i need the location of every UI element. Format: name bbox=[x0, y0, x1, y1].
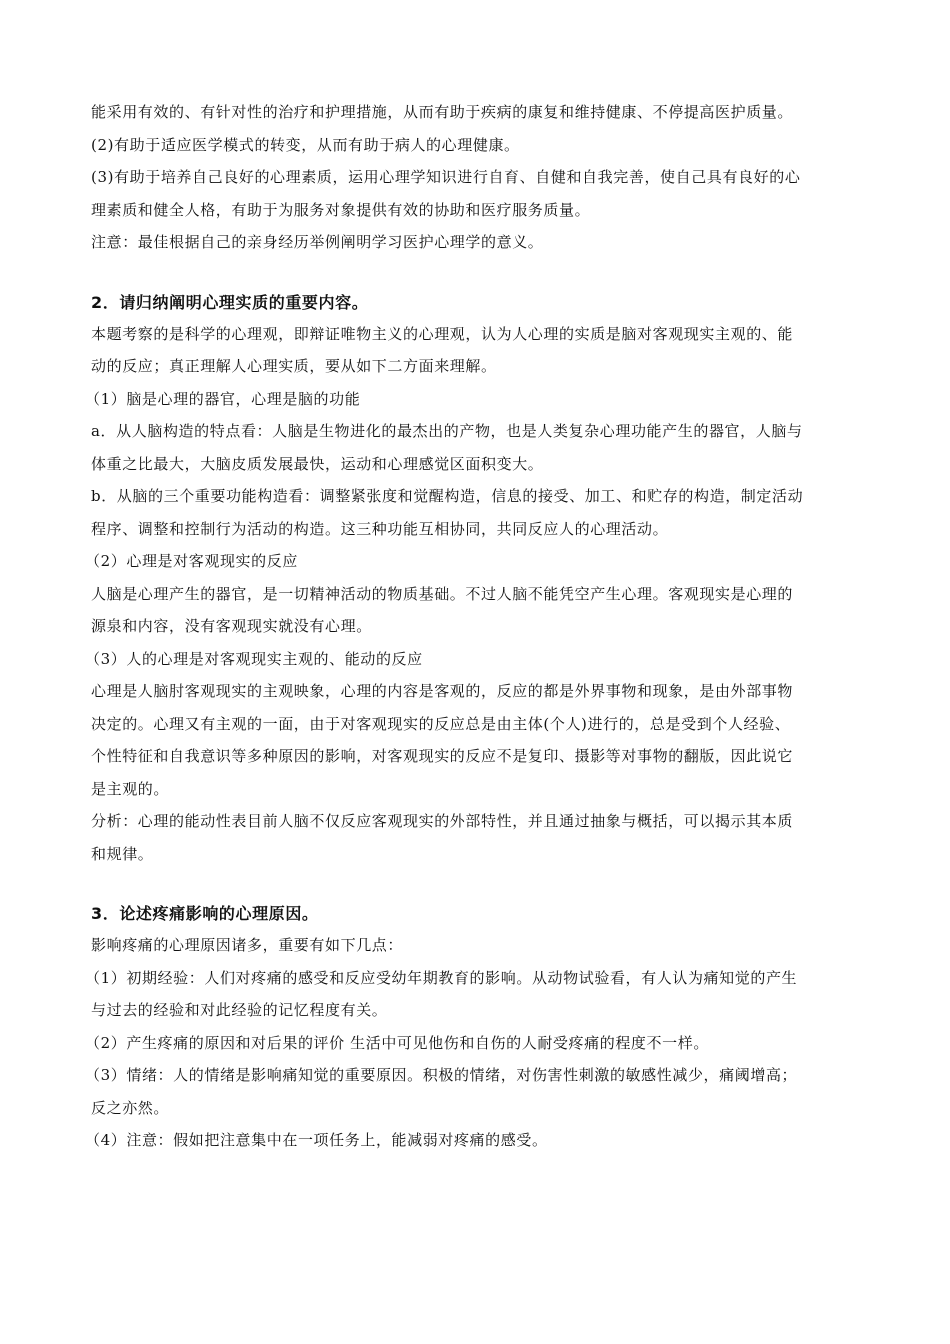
paragraph-line: 影响疼痛的心理原因诸多，重要有如下几点： bbox=[91, 936, 404, 954]
paragraph-line: 人脑是心理产生的器官，是一切精神活动的物质基础。不过人脑不能凭空产生心理。客观现实是心理的 bbox=[91, 584, 794, 603]
paragraph-line: 心理是人脑肘客观现实的主观映象，心理的内容是客观的，反应的都是外界事物和现象，是由外部事物 bbox=[91, 682, 794, 700]
section-gap bbox=[91, 870, 881, 899]
subheading-line: （1）脑是心理的器官，心理是脑的功能 bbox=[85, 389, 361, 408]
paragraph-line: 个性特征和自我意识等多种原因的影响，对客观现实的反应不是复印、摄影等对事物的翻版，因此说它 bbox=[91, 747, 794, 765]
section-heading: 3．论述疼痛影响的心理原因。 bbox=[91, 904, 319, 923]
note-line: 注意：最佳根据自己的亲身经历举例阐明学习医护心理学的意义。 bbox=[91, 233, 544, 251]
paragraph-line: 是主观的。 bbox=[91, 779, 170, 798]
paragraph-line: 和规律。 bbox=[91, 844, 154, 863]
paragraph-line: a．从人脑构造的特点看：人脑是生物进化的最杰出的产物，也是人类复杂心理功能产生的器官，人脑与 bbox=[91, 422, 803, 440]
paragraph-line: 体重之比最大，大脑皮质发展最快，运动和心理感觉区面积变大。 bbox=[91, 454, 544, 473]
paragraph-line: 动的反应；真正理解人心理实质，要从如下二方面来理解。 bbox=[91, 357, 497, 375]
section-3 bbox=[85, 899, 881, 1157]
list-item-line: （1）初期经验：人们对疼痛的感受和反应受幼年期教育的影响。从动物试验看，有人认为痛知觉的产生 bbox=[85, 968, 798, 987]
section-heading: 2．请归纳阐明心理实质的重要内容。 bbox=[91, 292, 369, 312]
subheading-line: （3）人的心理是对客观现实主观的、能动的反应 bbox=[85, 649, 423, 668]
subheading-line: （2）心理是对客观现实的反应 bbox=[85, 552, 298, 570]
paragraph-line: 反之亦然。 bbox=[91, 1098, 170, 1117]
section-gap bbox=[91, 259, 881, 288]
paragraph-line: 能采用有效的、有针对性的治疗和护理措施，从而有助于疾病的康复和维持健康、不停提高医护质量。 bbox=[91, 103, 794, 121]
paragraph-line: 分析：心理的能动性表目前人脑不仅反应客观现实的外部特性，并且通过抽象与概括，可以揭示其本质 bbox=[91, 812, 794, 830]
paragraph-line: 本题考察的是科学的心理观，即辩证唯物主义的心理观，认为人心理的实质是脑对客观现实主观的、能 bbox=[91, 324, 794, 343]
paragraph-line: 与过去的经验和对此经验的记忆程度有关。 bbox=[91, 1001, 388, 1019]
list-item-line: （4）注意：假如把注意集中在一项任务上，能减弱对疼痛的感受。 bbox=[85, 1131, 548, 1149]
section-2 bbox=[85, 288, 881, 871]
list-item-line: （3）情绪：人的情绪是影响痛知觉的重要原因。积极的情绪，对伤害性刺激的敏感性减少，痛阈增高； bbox=[85, 1066, 798, 1084]
paragraph-line: 决定的。心理又有主观的一面，由于对客观现实的反应总是由主体(个人)进行的，总是受到个人经验、 bbox=[91, 714, 791, 733]
document-page bbox=[85, 96, 881, 1157]
paragraph-line: 程序、调整和控制行为活动的构造。这三种功能互相协同，共同反应人的心理活动。 bbox=[91, 519, 669, 538]
paragraph-line: b．从脑的三个重要功能构造看：调整紧张度和觉醒构造，信息的接受、加工、和贮存的构造，制定活动 bbox=[91, 487, 804, 505]
paragraph-line: (2)有助于适应医学模式的转变，从而有助于病人的心理健康。 bbox=[91, 135, 520, 154]
paragraph-line: 理素质和健全人格，有助于为服务对象提供有效的协助和医疗服务质量。 bbox=[91, 200, 591, 219]
section-1-continuation bbox=[91, 96, 881, 259]
list-item-line: （2）产生疼痛的原因和对后果的评价 生活中可见他伤和自伤的人耐受疼痛的程度不一样。 bbox=[85, 1033, 709, 1052]
paragraph-line: (3)有助于培养自己良好的心理素质，运用心理学知识进行自育、自健和自我完善，使自己具有良好的心 bbox=[91, 168, 801, 186]
paragraph-line: 源泉和内容，没有客观现实就没有心理。 bbox=[91, 617, 372, 635]
